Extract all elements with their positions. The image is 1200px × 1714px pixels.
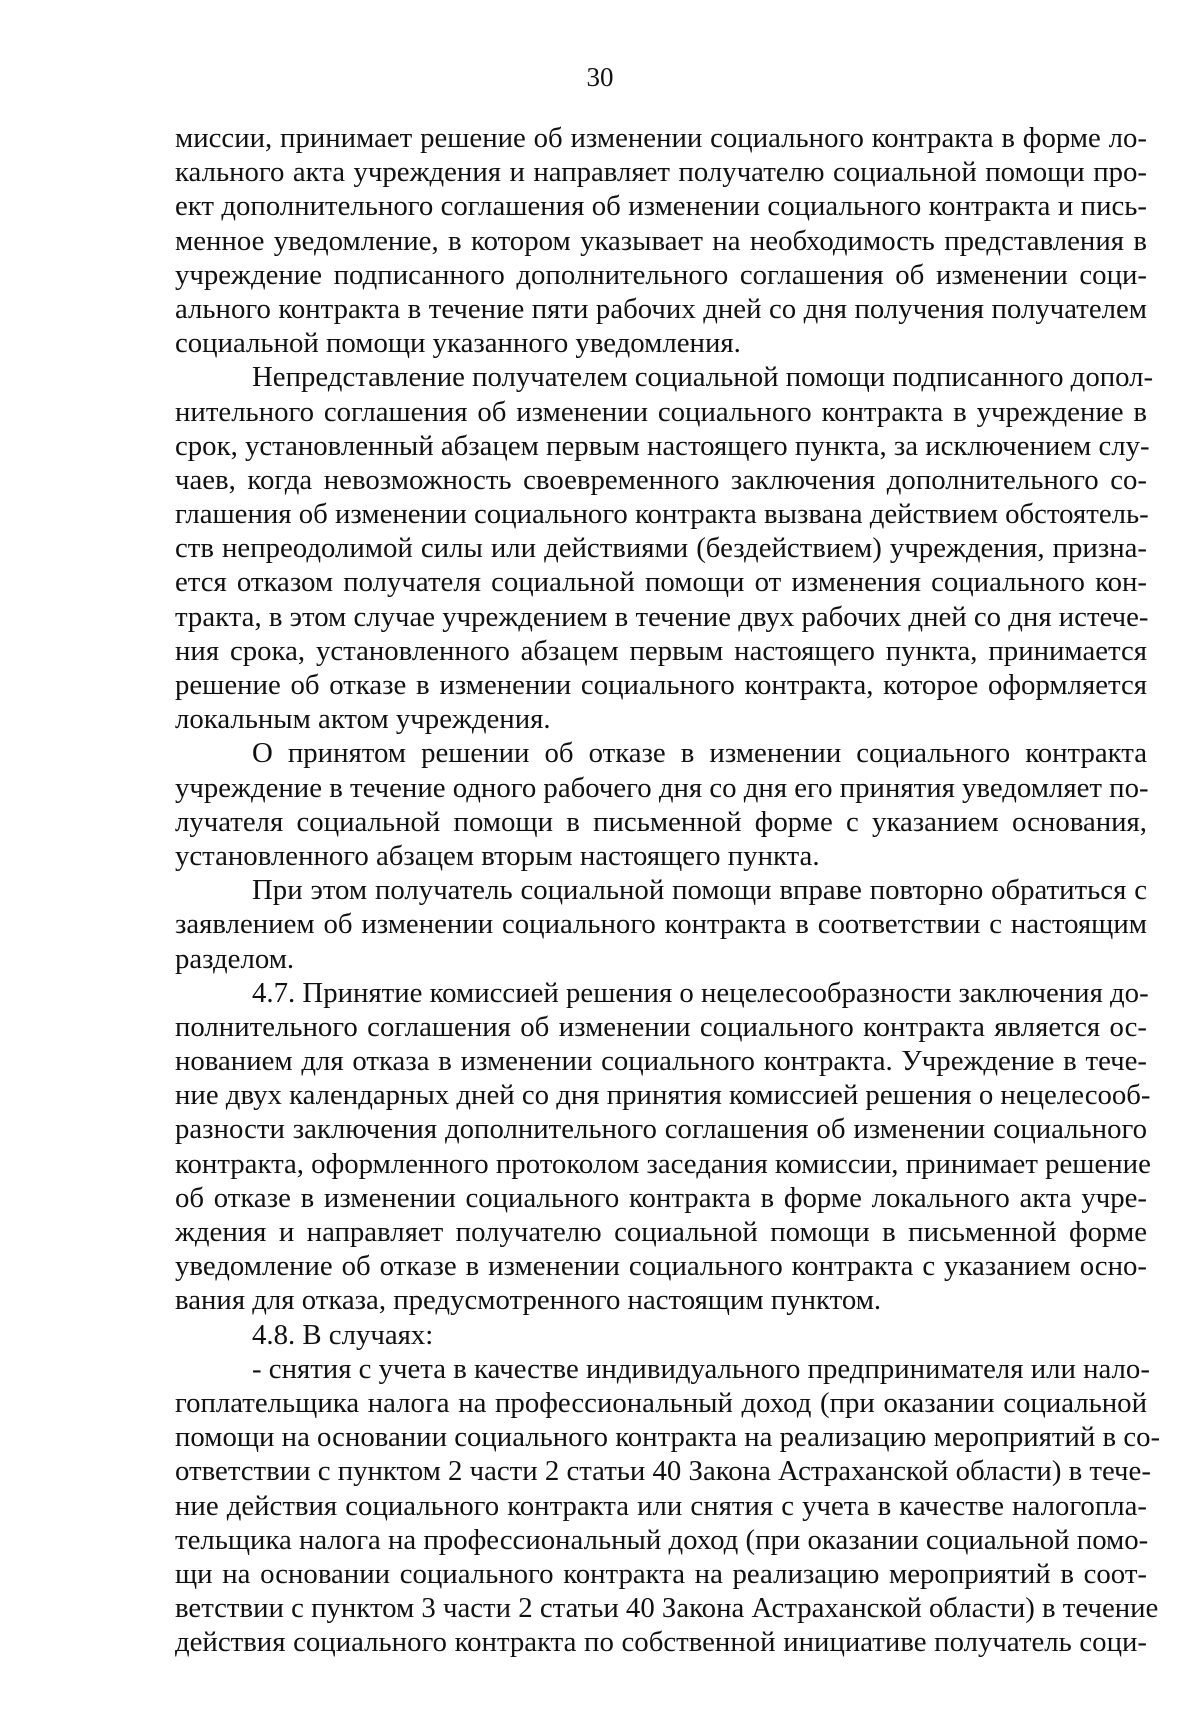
text-line: При этом получатель социальной помощи вправе повторно обратиться с [252,874,1147,907]
paragraph [175,873,1147,976]
text-line: ств непреодолимой силы или действиями (бездействием) учреждения, призна- [175,532,1147,565]
text-line: ждения и направляет получателю социальной помощи в письменной форме [175,1216,1147,1248]
text-line: ния срока, установленного абзацем первым настоящего пункта, принимается [175,634,1147,667]
paragraph [175,1352,1161,1660]
text-line: ального контракта в течение пяти рабочих дней со дня получения получателем [175,292,1147,325]
text-line: разности заключения дополнительного соглашения об изменении социального [175,1113,1147,1146]
text-line: лучателя социальной помощи в письменной форме с указанием основания, [175,805,1147,838]
text-line: об отказе в изменении социального контракта в форме локального акта учре- [175,1181,1147,1214]
text-line: решение об отказе в изменении социального контракта, которое оформляется [175,669,1147,701]
text-line: ние действия социального контракта или снятия с учета в качестве налогопла- [175,1489,1147,1522]
text-line: кального акта учреждения и направляет получателю социальной помощи про- [175,156,1147,189]
text-line: ветствии с пунктом 3 части 2 статьи 40 Закона Астраханской области) в течение [175,1592,1159,1625]
paragraph [175,121,1147,360]
text-line: локальным актом учреждения. [175,703,551,736]
text-line: разделом. [175,942,295,975]
text-line: вания для отказа, предусмотренного настоящим пунктом. [175,1284,882,1317]
text-line: ект дополнительного соглашения об изменении социального контракта и пись- [175,190,1147,223]
text-line: щи на основании социального контракта на реализацию мероприятий в соот- [175,1557,1147,1590]
page-number: 30 [586,62,614,92]
paragraph [175,1318,1147,1352]
text-line: глашения об изменении социального контракта вызвана действием обстоятель- [175,498,1149,531]
text-line: ответствии с пунктом 2 части 2 статьи 40 Закона Астраханской области) в тече- [175,1455,1151,1488]
text-line: О принятом решении об отказе в изменении социального контракта [252,737,1147,770]
text-line: тельщика налога на профессиональный доход (при оказании социальной помо- [175,1523,1149,1556]
text-line: ется отказом получателя социальной помощи от изменения социального кон- [175,566,1147,599]
text-line: чаев, когда невозможность своевременного заключения дополнительного со- [175,463,1147,496]
text-line: учреждение в течение одного рабочего дня со дня его принятия уведомляет по- [175,771,1149,804]
text-line: нительного соглашения об изменении социального контракта в учреждение в [175,395,1147,428]
text-line: миссии, принимает решение об изменении социального контракта в форме ло- [175,122,1147,154]
text-line: менное уведомление, в котором указывает на необходимость представления в [175,224,1147,257]
text-line: нованием для отказа в изменении социального контракта. Учреждение в тече- [175,1045,1147,1078]
text-line: 4.8. В случаях: [252,1318,434,1351]
text-line: ние двух календарных дней со дня принятия комиссией решения о нецелесооб- [175,1079,1151,1112]
text-line: Непредставление получателем социальной помощи подписанного допол- [252,361,1154,394]
text-line: срок, установленный абзацем первым настоящего пункта, за исключением слу- [175,429,1150,462]
text-line: заявлением об изменении социального контракта в соответствии с настоящим [175,908,1147,941]
text-line: гоплательщика налога на профессиональный доход (при оказании социальной [175,1386,1147,1419]
text-line: помощи на основании социального контракта на реализацию мероприятий в со- [175,1421,1161,1454]
text-line: контракта, оформленного протоколом заседания комиссии, принимает решение [175,1147,1151,1180]
text-line: социальной помощи указанного уведомления. [175,327,741,360]
paragraph [175,360,1154,736]
paragraph [175,976,1151,1318]
text-line: установленного абзацем вторым настоящего пункта. [175,839,820,872]
text-line: 4.7. Принятие комиссией решения о нецелесообразности заключения до- [252,976,1149,1009]
text-line: действия социального контракта по собственной инициативе получатель соци- [175,1626,1147,1659]
paragraph [175,736,1147,873]
text-line: полнительного соглашения об изменении социального контракта является ос- [175,1010,1147,1043]
document-body [175,121,1161,1659]
text-line: тракта, в этом случае учреждением в течение двух рабочих дней со дня истече- [175,600,1149,633]
text-line: уведомление об отказе в изменении социального контракта с указанием осно- [175,1250,1147,1283]
text-line: - снятия с учета в качестве индивидуального предпринимателя или нало- [252,1352,1150,1385]
text-line: учреждение подписанного дополнительного соглашения об изменении соци- [175,258,1147,291]
